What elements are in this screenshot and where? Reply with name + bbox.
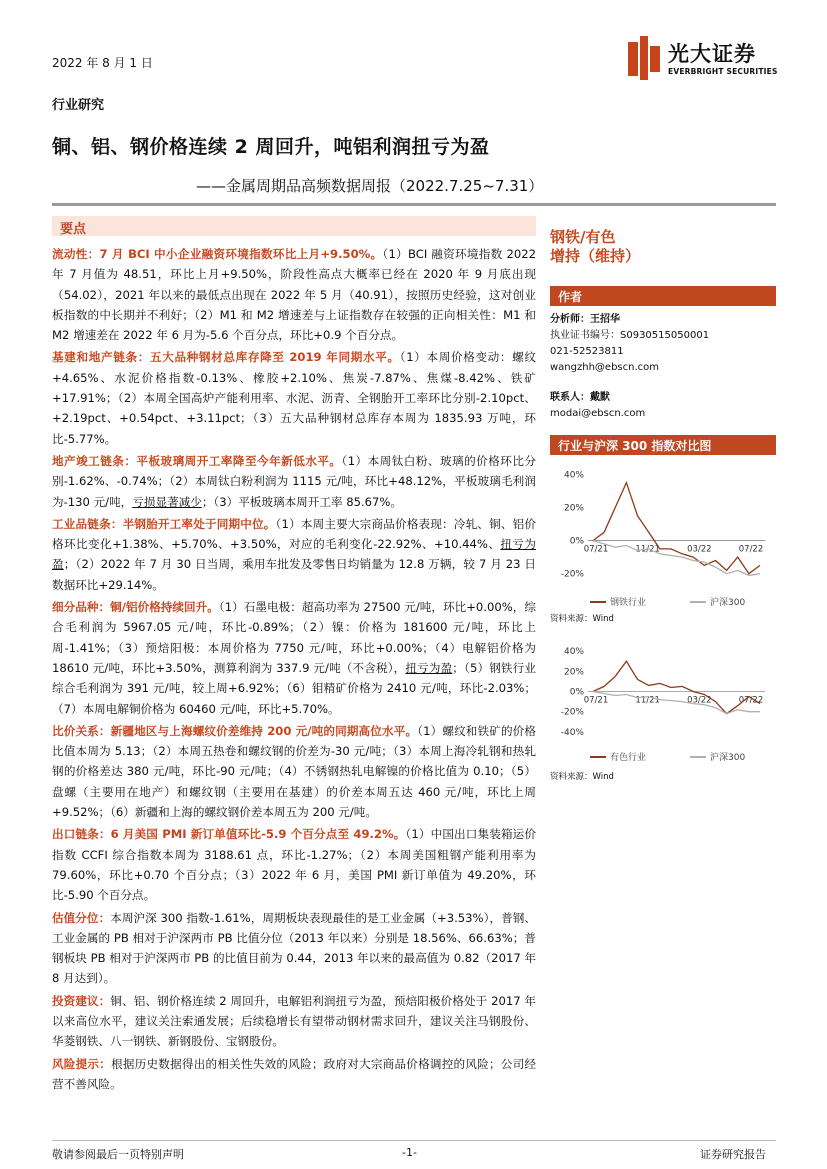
series-line [593,692,760,714]
summary-paragraph [52,721,536,822]
paragraph-heading: 估值分位： [52,910,111,925]
company-logo [628,36,778,84]
summary-paragraph [52,514,536,595]
x-tick-label: 11/21 [635,544,660,555]
summary-paragraph [52,597,536,719]
x-tick-label: 03/22 [687,544,712,555]
section-header [52,216,536,236]
x-tick-label: 07/22 [738,695,764,706]
y-tick-label: 0% [569,687,584,698]
paragraph-heading: 投资建议： [52,993,111,1008]
summary-paragraph [52,908,536,989]
y-tick-label: 20% [563,503,584,514]
underlined-phrase: 扭亏为盈 [52,537,536,572]
footer-divider [52,1140,776,1141]
analyst-phone: 021-52523811 [550,346,624,357]
y-tick-label: 40% [563,647,584,658]
y-tick-label: 20% [563,667,584,678]
legend-label: 钢铁行业 [610,598,647,608]
paragraph-body: 铜、铝、钢价格连续 2 周回升，电解铝利润扭亏为盈，预焙阳极价格处于 2017 年以来高位水平，建议关注索通发展；后续稳增长有望带动钢材需求回升，建议关注马钢股份、华菱钢铁、八一钢铁、新钢股份、宝钢股份。 [52,993,536,1049]
rating-sector: 钢铁/有色 [550,228,616,246]
rating-value: 增持（维持） [550,247,641,265]
paragraph-body: （1）本周主要大宗商品价格表现：冷轧、铜、铝价格环比变化+1.38%、+5.70%、+3.50%，对应的毛利变化-22.92%、+10.44%、 [52,516,536,552]
report-date: 2022 年 8 月 1 日 [52,56,153,70]
x-tick-label: 03/22 [687,695,712,706]
summary-paragraph [52,347,536,448]
footer-disclaimer: 敬请参阅最后一页特别声明 [52,1148,184,1161]
paragraph-heading: 细分品种：铜/铝价格持续回升。 [52,600,219,615]
report-subtitle: ——金属周期品高频数据周报（2022.7.25~7.31） [196,177,544,195]
report-category: 行业研究 [52,98,105,113]
paragraph-heading: 出口链条：6 月美国 PMI 新订单值环比-5.9 个百分点至 49.2%。 [52,827,406,842]
page-number: -1- [402,1146,417,1159]
analyst-license: 执业证书编号：S0930515050001 [550,330,710,341]
summary-paragraph [52,244,536,345]
y-tick-label: 40% [563,470,584,481]
series-line [593,661,760,714]
paragraph-body-cont: ；（3）平板玻璃本周开工率 85.67%。 [201,494,403,509]
chart-bar [550,435,776,455]
paragraph-body: 本周沪深 300 指数-1.61%，周期板块表现最佳的是工业金属（+3.53%），普钢、工业金属的 PB 相对于沪深两市 PB 比值分位（2013 年以来）分别是 18.56%、66.63%；普钢板块 PB 相对于沪深两市 PB 的比值目前为 0.44，2013 年以来的最高值为 0.82（2017 年 8 月达到）。 [52,910,536,986]
x-tick-label: 07/21 [583,544,609,555]
legend-label: 沪深300 [710,598,746,608]
analyst-email[interactable]: wangzhh@ebscn.com [550,362,659,373]
x-tick-label: 07/22 [738,544,764,555]
legend-label: 有色行业 [610,753,647,763]
paragraph-body: 根据历史数据得出的相关性失效的风险；政府对大宗商品价格调控的风险；公司经营不善风险。 [52,1056,536,1091]
paragraph-heading: 工业品链条：半钢胎开工率处于同期中位。 [52,516,276,531]
author-bar-label: 作者 [558,290,583,304]
chart1-source: 资料来源：Wind [550,614,614,624]
author-info [550,312,709,422]
contact-name: 联系人：戴默 [550,392,610,403]
summary-paragraph [52,451,536,512]
main-content [52,244,536,1096]
contact-email[interactable]: modai@ebscn.com [550,408,646,419]
summary-paragraph [52,991,536,1052]
underlined-phrase: 扭亏为盈 [405,660,453,675]
steel-vs-hs300-chart [550,460,776,610]
paragraph-body-cont: ；（2）2022 年 7 月 30 日当周，乘用车批发及零售日均销量为 12.8 万辆，较 7 月 23 日数据环比+29.14%。 [52,557,536,592]
paragraph-heading: 基建和地产链条：五大品种钢材总库存降至 2019 年同期水平。 [52,350,400,365]
analyst-name: 分析师：王招华 [550,314,620,325]
paragraph-body: （1）螺纹和铁矿的价格比值本周为 5.13；（2）本周五热卷和螺纹钢的价差为-30 元/吨；（3）本周上海冷轧钢和热轧钢的价格差达 380 元/吨，环比-90 元/吨；（4）不锈钢热轧电解镍的价格比值为 0.10；（5）盘螺（主要用在地产）和螺纹钢（主要用在基建）的价差本周五达 460 元/吨，环比上周+9.52%；（6）新疆和上海的螺纹钢价差本周五为 200 元/吨。 [52,723,537,820]
logo-text-en: EVERBRIGHT SECURITIES [668,67,778,76]
chart-bar-label: 行业与沪深 300 指数对比图 [558,439,712,453]
nonferrous-vs-hs300-chart [550,640,776,765]
paragraph-body: （1）本周价格变动：螺纹+4.65%、水泥价格指数-0.13%、橡胶+2.10%、焦炭-7.87%、焦煤-8.42%、铁矿+17.91%；（2）本周全国高炉产能利用率、水泥、沥青、全钢胎开工率环比分别-2.10pct、+2.19pct、+0.54pct、+3.11pct；（3）五大品种钢材总库存本周为 1835.93 万吨，环比-5.77%。 [52,350,537,446]
series-line [593,541,760,576]
y-tick-label: -20% [560,707,584,718]
legend-label: 沪深300 [710,753,746,763]
paragraph-heading: 地产竣工链条：平板玻璃周开工率降至今年新低水平。 [52,453,342,468]
x-tick-label: 11/21 [635,695,660,706]
paragraph-body-cont: ；（5）钢铁行业综合毛利润为 391 元/吨，较上周+6.92%；（6）钼精矿价格为 2410 元/吨，环比-2.03%；（7）本周电解铜价格为 60460 元/吨，环比+5.70%。 [52,660,536,716]
y-tick-label: 0% [569,536,584,547]
paragraph-body: （1）石墨电极：超高功率为 27500 元/吨，环比+0.00%，综合毛利润为 5967.05 元/吨，环比-0.89%；（2）镍：价格为 181600 元/吨，环比上周-1.41%；（3）预焙阳极：本周价格为 7750 元/吨，环比+0.00%；（4）电解铝价格为 18610 元/吨，环比+3.50%，测算利润为 337.9 元/吨（不含税）， [52,600,536,675]
paragraph-heading: 比价关系：新疆地区与上海螺纹价差维持 200 元/吨的同期高位水平。 [52,723,418,738]
report-title: 铜、铝、钢价格连续 2 周回升，吨铝利润扭亏为盈 [52,136,490,158]
summary-paragraph [52,1054,536,1095]
y-tick-label: -40% [560,727,584,738]
series-line [593,483,760,574]
header-divider [52,203,776,206]
paragraph-body: （1）本周钛白粉、玻璃的价格环比分别-1.62%、-0.74%；（2）本周钛白粉利润为 1115 元/吨，环比+48.12%，平板玻璃毛利润为-130 元/吨， [52,453,536,509]
y-tick-label: -20% [560,569,584,580]
paragraph-heading: 流动性：7 月 BCI 中小企业融资环境指数环比上月+9.50%。 [52,247,383,261]
paragraph-body: （1）中国出口集装箱运价指数 CCFI 综合指数本周为 3188.61 点，环比-1.27%；（2）本周美国粗钢产能利用率为 79.60%，环比+0.70 个百分点；（3）2022 年 6 月，美国 PMI 新订单值为 49.20%，环比-5.90 个百分点。 [52,827,537,903]
x-tick-label: 07/21 [583,695,609,706]
logo-text-cn: 光大证券 [668,42,756,66]
section-title: 要点 [60,222,87,237]
underlined-phrase: 亏损显著减少 [132,494,202,509]
chart2-source: 资料来源：Wind [550,772,614,782]
paragraph-heading: 风险提示： [52,1056,112,1071]
logo-mark-icon [628,36,660,80]
summary-paragraph [52,824,536,905]
paragraph-body: （1）BCI 融资环境指数 2022 年 7 月值为 48.51，环比上月+9.50%，阶段性高点大概率已经在 2020 年 9 月底出现（54.02），2021 年以来的最低点出现在 2022 年 5 月（40.91），按照历史经验，这对创业板指数的中长期并不利好；（2）M1 和 M2 增速差与上证指数存在较强的正向相关性：M1 和 M2 增速差在 2022 年 6 月为-5.6 个百分点，环比+0.9 个百分点。 [52,247,536,343]
footer-report-type: 证券研究报告 [700,1148,766,1161]
author-bar [550,286,776,306]
